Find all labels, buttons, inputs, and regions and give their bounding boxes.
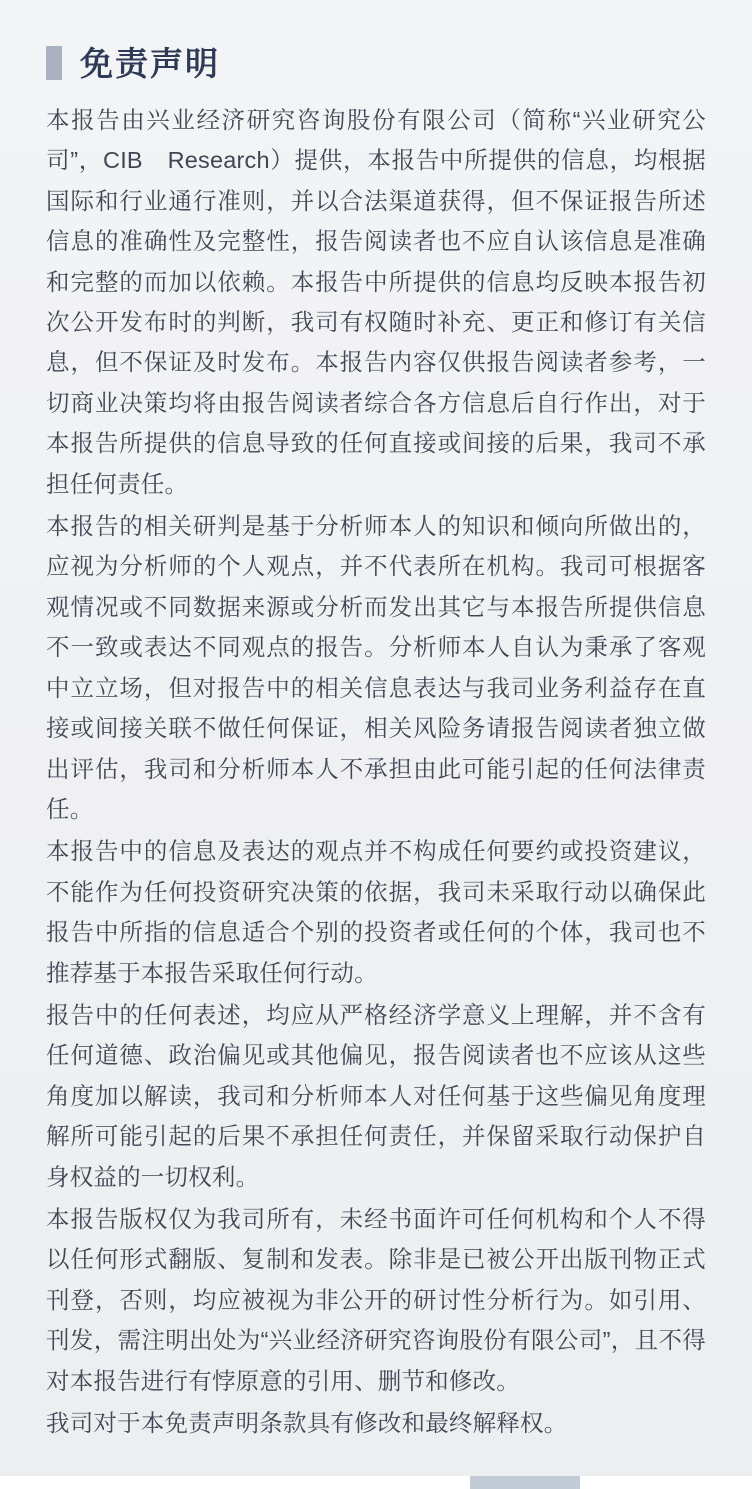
paragraph: 本报告由兴业经济研究咨询股份有限公司（简称“兴业研究公司”，CIB Research）提供，本报告中所提供的信息，均根据国际和行业通行准则，并以合法渠道获得，但不保证报告所述信息的准确性及完整性，报告阅读者也不应自认该信息是准确和完整的而加以依赖。本报告中所提供的信息均反映本报告初次公开发布时的判断，我司有权随时补充、更正和修订有关信息，但不保证及时发布。本报告内容仅供报告阅读者参考，一切商业决策均将由报告阅读者综合各方信息后自行作出，对于本报告所提供的信息导致的任何直接或间接的后果，我司不承担任何责任。 — [46, 107, 706, 497]
paragraph: 我司对于本免责声明条款具有修改和最终解释权。 — [46, 1410, 568, 1436]
section-title — [46, 46, 706, 80]
paragraph: 报告中的任何表述，均应从严格经济学意义上理解，并不含有任何道德、政治偏见或其他偏见，报告阅读者也不应该从这些角度加以解读，我司和分析师本人对任何基于这些偏见角度理解所可能引起的后果不承担任何责任，并保留采取行动保护自身权益的一切权利。 — [46, 1001, 706, 1190]
page-title: 免责声明 — [80, 44, 220, 82]
paragraph: 本报告版权仅为我司所有，未经书面许可任何机构和个人不得以任何形式翻版、复制和发表。除非是已被公开出版刊物正式刊登，否则，均应被视为非公开的研讨性分析行为。如引用、刊发，需注明出处为“兴业经济研究咨询股份有限公司”，且不得对本报告进行有悖原意的引用、删节和修改。 — [46, 1205, 706, 1394]
footer-decoration — [0, 1475, 752, 1489]
paragraph: 本报告的相关研判是基于分析师本人的知识和倾向所做出的，应视为分析师的个人观点，并不代表所在机构。我司可根据客观情况或不同数据来源或分析而发出其它与本报告所提供信息不一致或表达不同观点的报告。分析师本人自认为秉承了客观中立立场，但对报告中的相关信息表达与我司业务利益存在直接或间接关联不做任何保证，相关风险务请报告阅读者独立做出评估，我司和分析师本人不承担由此可能引起的任何法律责任。 — [46, 513, 706, 822]
disclaimer-body — [46, 100, 706, 1443]
title-accent-bar — [46, 46, 62, 80]
footer-bar — [0, 1476, 752, 1489]
paragraph: 本报告中的信息及表达的观点并不构成任何要约或投资建议，不能作为任何投资研究决策的依据，我司未采取行动以确保此报告中所指的信息适合个别的投资者或任何的个体，我司也不推荐基于本报告采取任何行动。 — [46, 838, 706, 986]
footer-bar-accent — [470, 1476, 580, 1489]
